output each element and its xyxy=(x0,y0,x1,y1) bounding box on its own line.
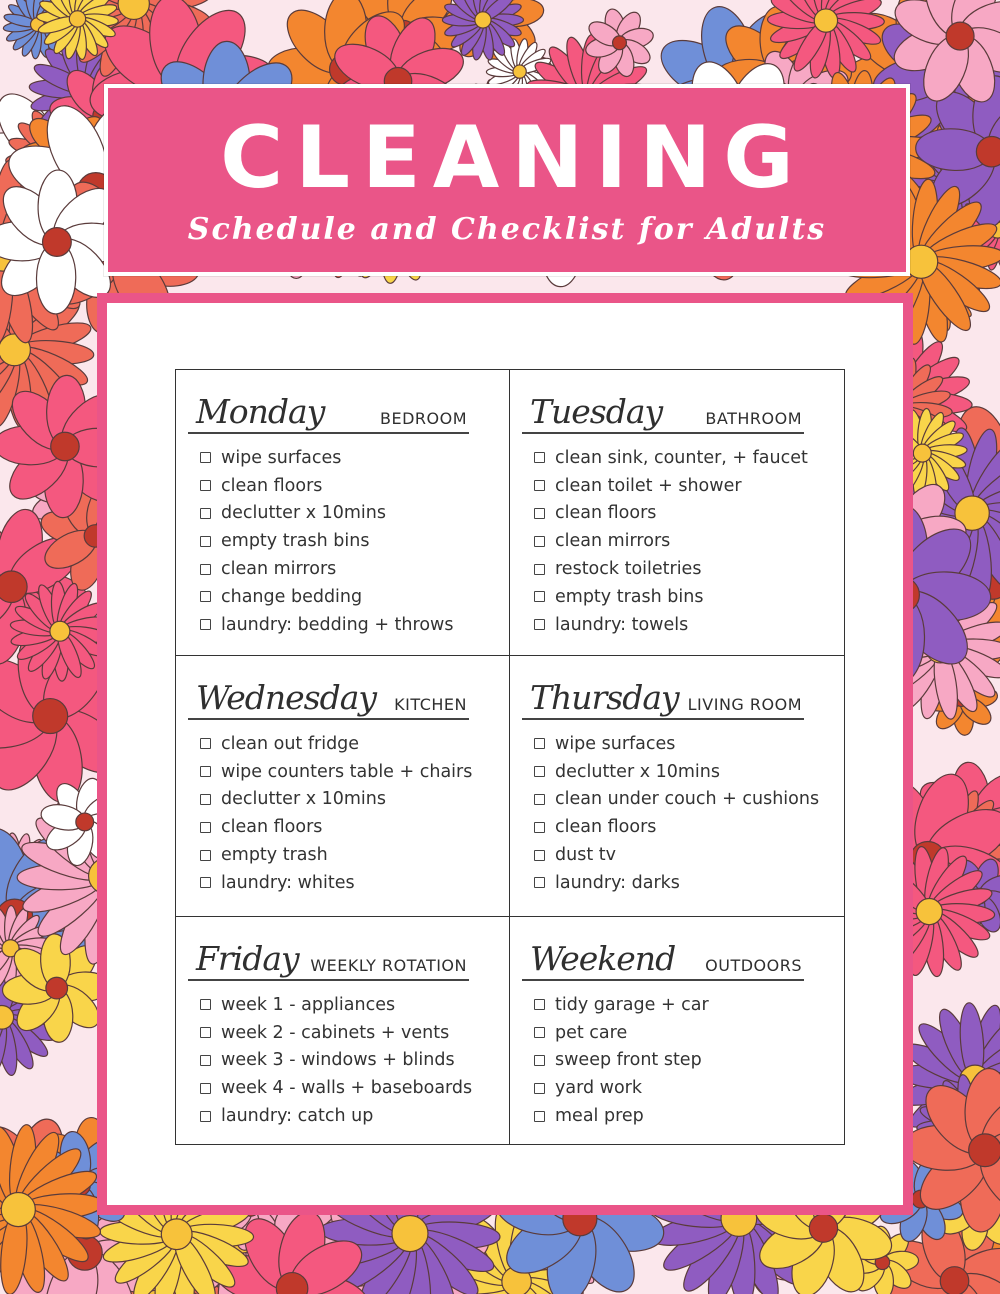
task-item xyxy=(534,527,838,555)
header-divider xyxy=(188,979,469,981)
day-header xyxy=(516,370,838,434)
task-checkbox[interactable] xyxy=(534,1111,545,1122)
day-section-tuesday xyxy=(510,370,844,656)
day-header xyxy=(516,917,838,981)
task-checkbox[interactable] xyxy=(534,766,545,777)
task-label: week 4 - walls + baseboards xyxy=(221,1078,473,1099)
task-checkbox[interactable] xyxy=(200,822,211,833)
task-checkbox[interactable] xyxy=(200,591,211,602)
task-checkbox[interactable] xyxy=(200,877,211,888)
task-item xyxy=(534,555,838,583)
task-item xyxy=(534,1074,838,1102)
task-label: clean toilet + shower xyxy=(555,475,742,496)
task-label: clean floors xyxy=(555,817,657,838)
task-label: declutter x 10mins xyxy=(221,789,387,810)
task-list xyxy=(534,730,838,897)
task-label: empty trash bins xyxy=(221,531,370,552)
task-label: wipe counters table + chairs xyxy=(221,761,473,782)
day-name: Friday xyxy=(196,939,299,978)
task-item xyxy=(200,444,503,472)
task-list xyxy=(200,730,503,897)
task-checkbox[interactable] xyxy=(534,999,545,1010)
task-label: clean floors xyxy=(221,817,323,838)
day-header xyxy=(182,370,503,434)
task-list xyxy=(200,444,503,639)
task-checkbox[interactable] xyxy=(534,877,545,888)
task-label: laundry: towels xyxy=(555,614,689,635)
task-item xyxy=(534,444,838,472)
page-subtitle: Schedule and Checklist for Adults xyxy=(187,212,827,247)
task-checkbox[interactable] xyxy=(534,452,545,463)
header-divider xyxy=(188,432,469,434)
task-item xyxy=(200,1047,503,1075)
room-label: OUTDOORS xyxy=(705,956,802,975)
task-list xyxy=(534,444,838,639)
room-label: BATHROOM xyxy=(705,409,802,428)
task-list xyxy=(534,991,838,1130)
task-item xyxy=(200,730,503,758)
day-section-friday xyxy=(176,917,510,1144)
room-label: BEDROOM xyxy=(379,409,467,428)
task-label: laundry: bedding + throws xyxy=(221,614,454,635)
task-item xyxy=(200,991,503,1019)
task-label: clean out fridge xyxy=(221,733,360,754)
header-divider xyxy=(522,718,804,720)
task-checkbox[interactable] xyxy=(200,738,211,749)
task-item xyxy=(534,869,838,897)
task-label: pet care xyxy=(555,1022,628,1043)
task-checkbox[interactable] xyxy=(534,591,545,602)
task-item xyxy=(200,786,503,814)
task-item xyxy=(200,758,503,786)
task-item xyxy=(200,555,503,583)
task-checkbox[interactable] xyxy=(534,738,545,749)
task-item xyxy=(534,730,838,758)
task-label: sweep front step xyxy=(555,1050,702,1071)
task-checkbox[interactable] xyxy=(534,794,545,805)
task-label: laundry: catch up xyxy=(221,1106,374,1127)
day-name: Wednesday xyxy=(196,678,377,717)
task-label: clean sink, counter, + faucet xyxy=(555,447,808,468)
page-title: CLEANING xyxy=(220,108,806,208)
day-section-wednesday xyxy=(176,656,510,917)
task-item xyxy=(200,527,503,555)
task-item xyxy=(534,1102,838,1130)
day-header xyxy=(516,656,838,720)
task-checkbox[interactable] xyxy=(534,850,545,861)
header-divider xyxy=(522,432,804,434)
task-checkbox[interactable] xyxy=(200,1083,211,1094)
day-name: Tuesday xyxy=(530,392,663,431)
task-label: clean mirrors xyxy=(555,531,671,552)
task-item xyxy=(534,991,838,1019)
task-item xyxy=(200,869,503,897)
task-label: yard work xyxy=(555,1078,642,1099)
room-label: WEEKLY ROTATION xyxy=(310,956,467,975)
task-label: laundry: darks xyxy=(555,872,680,893)
task-item xyxy=(534,472,838,500)
task-label: declutter x 10mins xyxy=(221,503,387,524)
task-item xyxy=(200,611,503,639)
task-item xyxy=(200,583,503,611)
day-section-thursday xyxy=(510,656,844,917)
day-name: Monday xyxy=(196,392,325,431)
title-banner xyxy=(104,84,910,276)
task-checkbox[interactable] xyxy=(534,1055,545,1066)
task-checkbox[interactable] xyxy=(534,536,545,547)
task-checkbox[interactable] xyxy=(534,564,545,575)
checklist-sheet xyxy=(107,303,903,1205)
task-checkbox[interactable] xyxy=(200,452,211,463)
day-header xyxy=(182,917,503,981)
task-checkbox[interactable] xyxy=(200,536,211,547)
task-checkbox[interactable] xyxy=(200,508,211,519)
day-section-monday xyxy=(176,370,510,656)
schedule-grid xyxy=(175,369,845,1145)
task-label: clean floors xyxy=(555,503,657,524)
task-label: clean mirrors xyxy=(221,559,337,580)
task-checkbox[interactable] xyxy=(200,480,211,491)
task-item xyxy=(200,1074,503,1102)
task-checkbox[interactable] xyxy=(200,1027,211,1038)
task-checkbox[interactable] xyxy=(200,999,211,1010)
task-item xyxy=(200,1019,503,1047)
task-checkbox[interactable] xyxy=(534,1027,545,1038)
task-item xyxy=(534,786,838,814)
task-item xyxy=(534,611,838,639)
task-label: change bedding xyxy=(221,586,363,607)
header-divider xyxy=(522,979,804,981)
task-checkbox[interactable] xyxy=(200,794,211,805)
task-checkbox[interactable] xyxy=(200,1111,211,1122)
task-label: dust tv xyxy=(555,845,616,866)
checklist-panel xyxy=(97,293,913,1215)
task-label: declutter x 10mins xyxy=(555,761,721,782)
task-checkbox[interactable] xyxy=(534,1083,545,1094)
task-label: meal prep xyxy=(555,1106,644,1127)
task-item xyxy=(534,500,838,528)
day-name: Weekend xyxy=(530,939,676,978)
task-label: week 2 - cabinets + vents xyxy=(221,1022,450,1043)
task-item xyxy=(534,1047,838,1075)
room-label: KITCHEN xyxy=(394,695,467,714)
task-checkbox[interactable] xyxy=(534,480,545,491)
task-item xyxy=(534,813,838,841)
task-label: restock toiletries xyxy=(555,559,702,580)
task-label: week 3 - windows + blinds xyxy=(221,1050,455,1071)
task-item xyxy=(534,1019,838,1047)
task-label: empty trash bins xyxy=(555,586,704,607)
room-label: LIVING ROOM xyxy=(687,695,802,714)
task-checkbox[interactable] xyxy=(200,766,211,777)
task-label: wipe surfaces xyxy=(555,733,676,754)
task-checkbox[interactable] xyxy=(534,508,545,519)
task-label: empty trash xyxy=(221,845,328,866)
task-checkbox[interactable] xyxy=(200,1055,211,1066)
task-label: clean floors xyxy=(221,475,323,496)
task-checkbox[interactable] xyxy=(200,619,211,630)
task-item xyxy=(200,1102,503,1130)
header-divider xyxy=(188,718,469,720)
day-name: Thursday xyxy=(530,678,679,717)
task-checkbox[interactable] xyxy=(534,619,545,630)
day-section-weekend xyxy=(510,917,844,1144)
task-item xyxy=(200,841,503,869)
task-label: laundry: whites xyxy=(221,872,355,893)
task-item xyxy=(200,813,503,841)
task-item xyxy=(534,758,838,786)
task-checkbox[interactable] xyxy=(200,564,211,575)
task-checkbox[interactable] xyxy=(534,822,545,833)
task-checkbox[interactable] xyxy=(200,850,211,861)
task-item xyxy=(534,583,838,611)
task-label: wipe surfaces xyxy=(221,447,342,468)
task-label: week 1 - appliances xyxy=(221,994,396,1015)
day-header xyxy=(182,656,503,720)
task-list xyxy=(200,991,503,1130)
task-item xyxy=(200,472,503,500)
task-label: tidy garage + car xyxy=(555,994,709,1015)
task-item xyxy=(534,841,838,869)
task-item xyxy=(200,500,503,528)
task-label: clean under couch + cushions xyxy=(555,789,820,810)
